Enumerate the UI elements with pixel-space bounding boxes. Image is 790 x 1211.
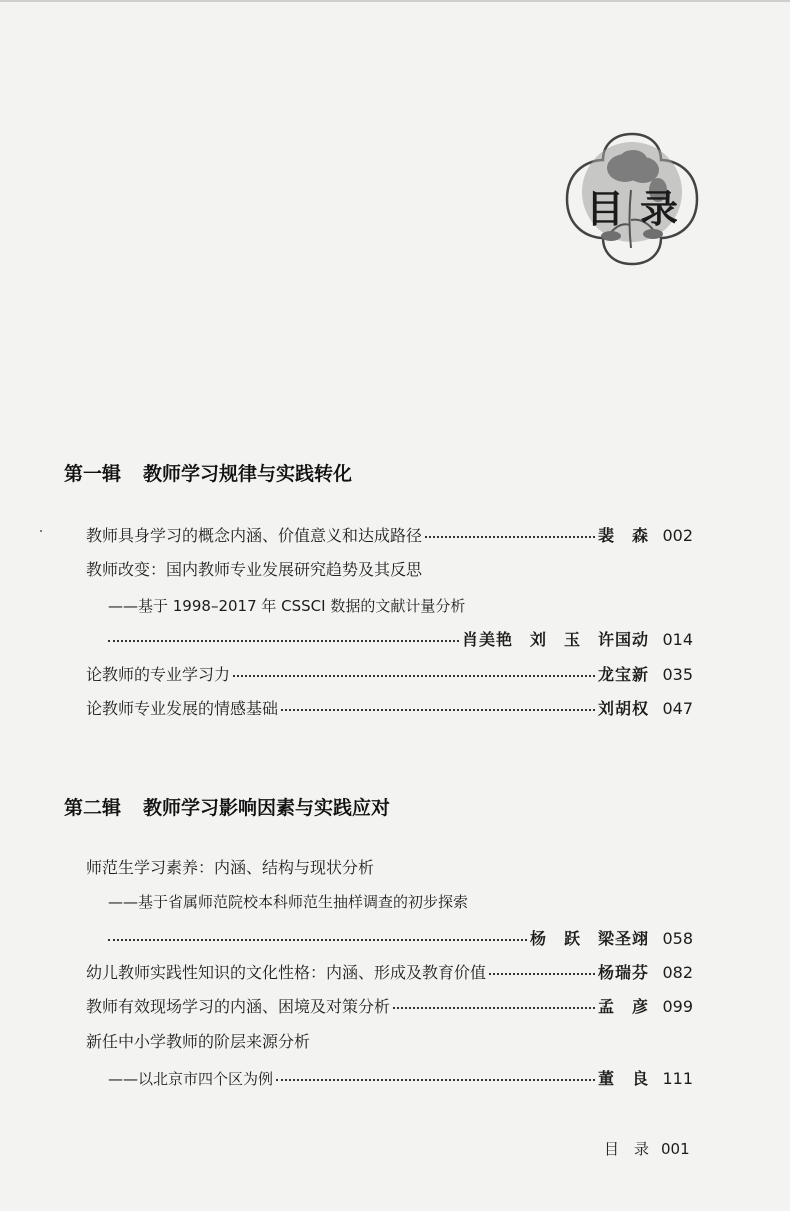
entry-title: 论教师专业发展的情感基础 [86, 699, 279, 718]
entry-author: 裴 森 [597, 526, 649, 545]
page-footer [604, 1138, 690, 1159]
toc-entry[interactable] [86, 523, 693, 549]
entry-page: 099 [662, 997, 693, 1016]
entry-page: 058 [662, 929, 693, 948]
section-heading-2 [64, 793, 390, 820]
entry-title: 教师改变：国内教师专业发展研究趋势及其反思 [86, 560, 423, 579]
dot-leader [425, 536, 595, 538]
entry-author: 肖美艳 刘 玉 许国动 [461, 630, 649, 649]
entry-title: 幼儿教师实践性知识的文化性格：内涵、形成及教育价值 [86, 963, 487, 982]
footer-label: 目 录 [604, 1140, 650, 1158]
toc-entry[interactable] [86, 855, 693, 881]
entry-title: 教师具身学习的概念内涵、价值意义和达成路径 [86, 526, 423, 545]
entry-author: 龙宝新 [597, 665, 649, 684]
top-edge-line [0, 0, 790, 2]
entry-page: 082 [662, 963, 693, 982]
entry-subtitle: ——基于省属师范院校本科师范生抽样调查的初步探索 [108, 893, 469, 911]
entry-page: 002 [662, 526, 693, 545]
dot-leader [393, 1007, 595, 1009]
section-title: 教师学习影响因素与实践应对 [143, 797, 391, 819]
section-label: 第二辑 [64, 797, 122, 819]
entry-author: 杨瑞芬 [597, 963, 649, 982]
toc-entry[interactable] [86, 696, 693, 722]
toc-entry-continuation[interactable] [108, 1066, 693, 1092]
toc-entry-continuation[interactable] [108, 627, 693, 653]
entry-author: 董 良 [597, 1069, 649, 1088]
entry-page: 047 [662, 699, 693, 718]
entry-title: 教师有效现场学习的内涵、困境及对策分析 [86, 997, 391, 1016]
entry-author: 刘胡权 [597, 699, 649, 718]
section-title: 教师学习规律与实践转化 [143, 463, 353, 485]
toc-entry[interactable] [86, 662, 693, 688]
dot-leader [276, 1079, 595, 1081]
entry-author: 杨 跃 梁圣翊 [529, 929, 649, 948]
entry-title: 论教师的专业学习力 [86, 665, 231, 684]
entry-page: 014 [662, 630, 693, 649]
toc-entry[interactable] [86, 994, 693, 1020]
toc-entry[interactable] [86, 557, 693, 583]
entry-subtitle: ——以北京市四个区为例 [108, 1070, 274, 1088]
section-heading-1 [64, 459, 352, 486]
toc-emblem [563, 130, 701, 268]
toc-entry-continuation[interactable] [108, 926, 693, 952]
entry-page: 111 [662, 1069, 693, 1088]
dot-leader [108, 939, 527, 941]
entry-page: 035 [662, 665, 693, 684]
entry-title: 师范生学习素养：内涵、结构与现状分析 [86, 858, 375, 877]
toc-entry[interactable] [86, 1029, 693, 1055]
entry-author: 孟 彦 [597, 997, 649, 1016]
dot-leader [108, 640, 459, 642]
toc-entry[interactable] [86, 960, 693, 986]
footer-page-number: 001 [661, 1140, 690, 1158]
entry-subtitle: ——基于 1998–2017 年 CSSCI 数据的文献计量分析 [108, 597, 466, 615]
section-label: 第一辑 [64, 463, 122, 485]
dot-leader [233, 675, 595, 677]
dot-leader [281, 709, 595, 711]
print-speck [40, 530, 42, 532]
toc-heading: 目录 [585, 187, 694, 231]
entry-title: 新任中小学教师的阶层来源分析 [86, 1032, 311, 1051]
dot-leader [489, 973, 595, 975]
